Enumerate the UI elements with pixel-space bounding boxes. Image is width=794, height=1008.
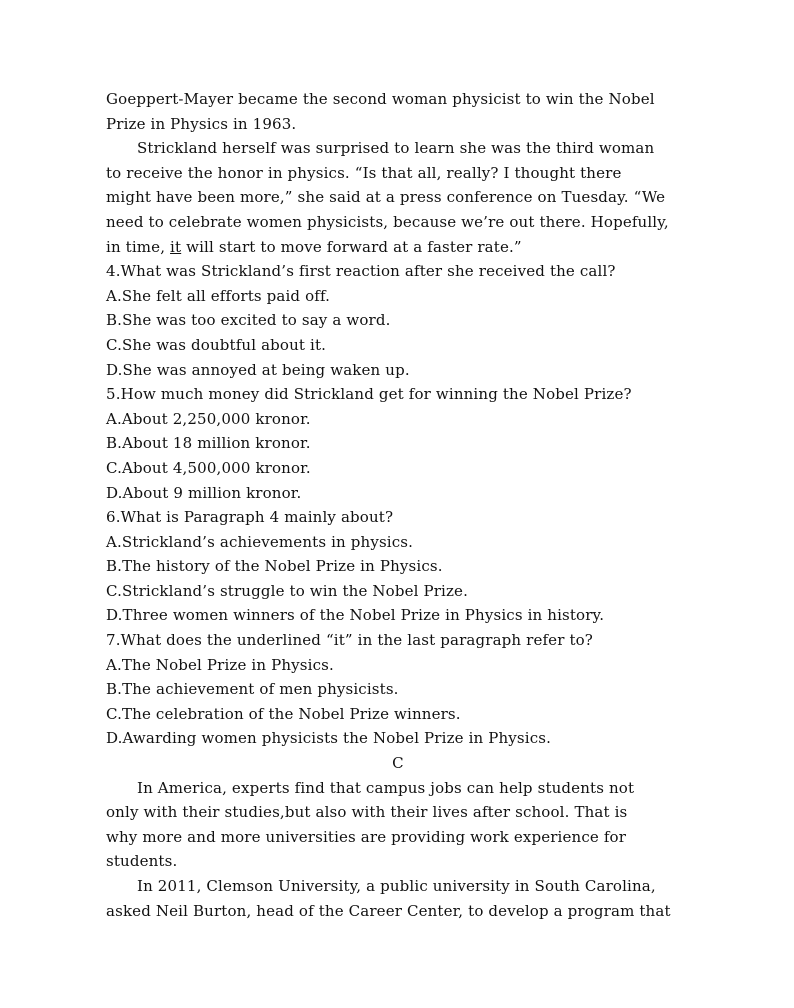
answer-option: B.About 18 million kronor. (106, 434, 311, 453)
answer-option: A.About 2,250,000 kronor. (106, 409, 311, 428)
answer-option: C.Strickland’s struggle to win the Nobel Prize. (106, 581, 468, 600)
passage-line (106, 235, 696, 260)
passage-line: might have been more,” she said at a press conference on Tuesday. “We (106, 188, 666, 207)
underlined-word: it (170, 237, 182, 256)
question-stem: 5.How much money did Strickland get for winning the Nobel Prize? (106, 385, 632, 404)
passage-line: asked Neil Burton, head of the Career Center, to develop a program that (106, 901, 671, 920)
passage-line: need to celebrate women physicists, because we’re out there. Hopefully, (106, 212, 669, 231)
answer-option: A.Strickland’s achievements in physics. (106, 532, 414, 551)
answer-option: D.Awarding women physicists the Nobel Prize in Physics. (106, 729, 552, 748)
question-stem: 4.What was Strickland’s first reaction after she received the call? (106, 262, 616, 281)
answer-option: B.She was too excited to say a word. (106, 311, 391, 330)
section-heading: C (392, 754, 404, 773)
document-body (106, 87, 696, 923)
question-stem: 7.What does the underlined “it” in the last paragraph refer to? (106, 631, 594, 650)
answer-option: D.She was annoyed at being waken up. (106, 360, 410, 379)
answer-option: D.About 9 million kronor. (106, 483, 302, 502)
passage-line: students. (106, 852, 178, 871)
passage-text: in time, (106, 237, 171, 256)
answer-option: B.The history of the Nobel Prize in Physics. (106, 557, 443, 576)
passage-paragraph-start: In America, experts find that campus jobs can help students not (137, 778, 635, 797)
passage-line: why more and more universities are providing work experience for (106, 827, 627, 846)
question-stem: 6.What is Paragraph 4 mainly about? (106, 508, 394, 527)
answer-option: D.Three women winners of the Nobel Prize in Physics in history. (106, 606, 605, 625)
answer-option: C.About 4,500,000 kronor. (106, 458, 311, 477)
answer-option: A.The Nobel Prize in Physics. (106, 655, 334, 674)
passage-line: Prize in Physics in 1963. (106, 114, 297, 133)
passage-line: to receive the honor in physics. “Is that all, really? I thought there (106, 163, 622, 182)
answer-option: A.She felt all efforts paid off. (106, 286, 331, 305)
answer-option: C.The celebration of the Nobel Prize winners. (106, 704, 461, 723)
passage-text: will start to move forward at a faster rate.” (181, 237, 522, 256)
answer-option: C.She was doubtful about it. (106, 335, 327, 354)
answer-option: B.The achievement of men physicists. (106, 680, 399, 699)
passage-line: only with their studies,but also with their lives after school. That is (106, 803, 628, 822)
passage-paragraph-start: Strickland herself was surprised to learn she was the third woman (137, 139, 655, 158)
passage-paragraph-start: In 2011, Clemson University, a public university in South Carolina, (137, 877, 656, 895)
passage-line: Goeppert-Mayer became the second woman physicist to win the Nobel (106, 90, 655, 108)
